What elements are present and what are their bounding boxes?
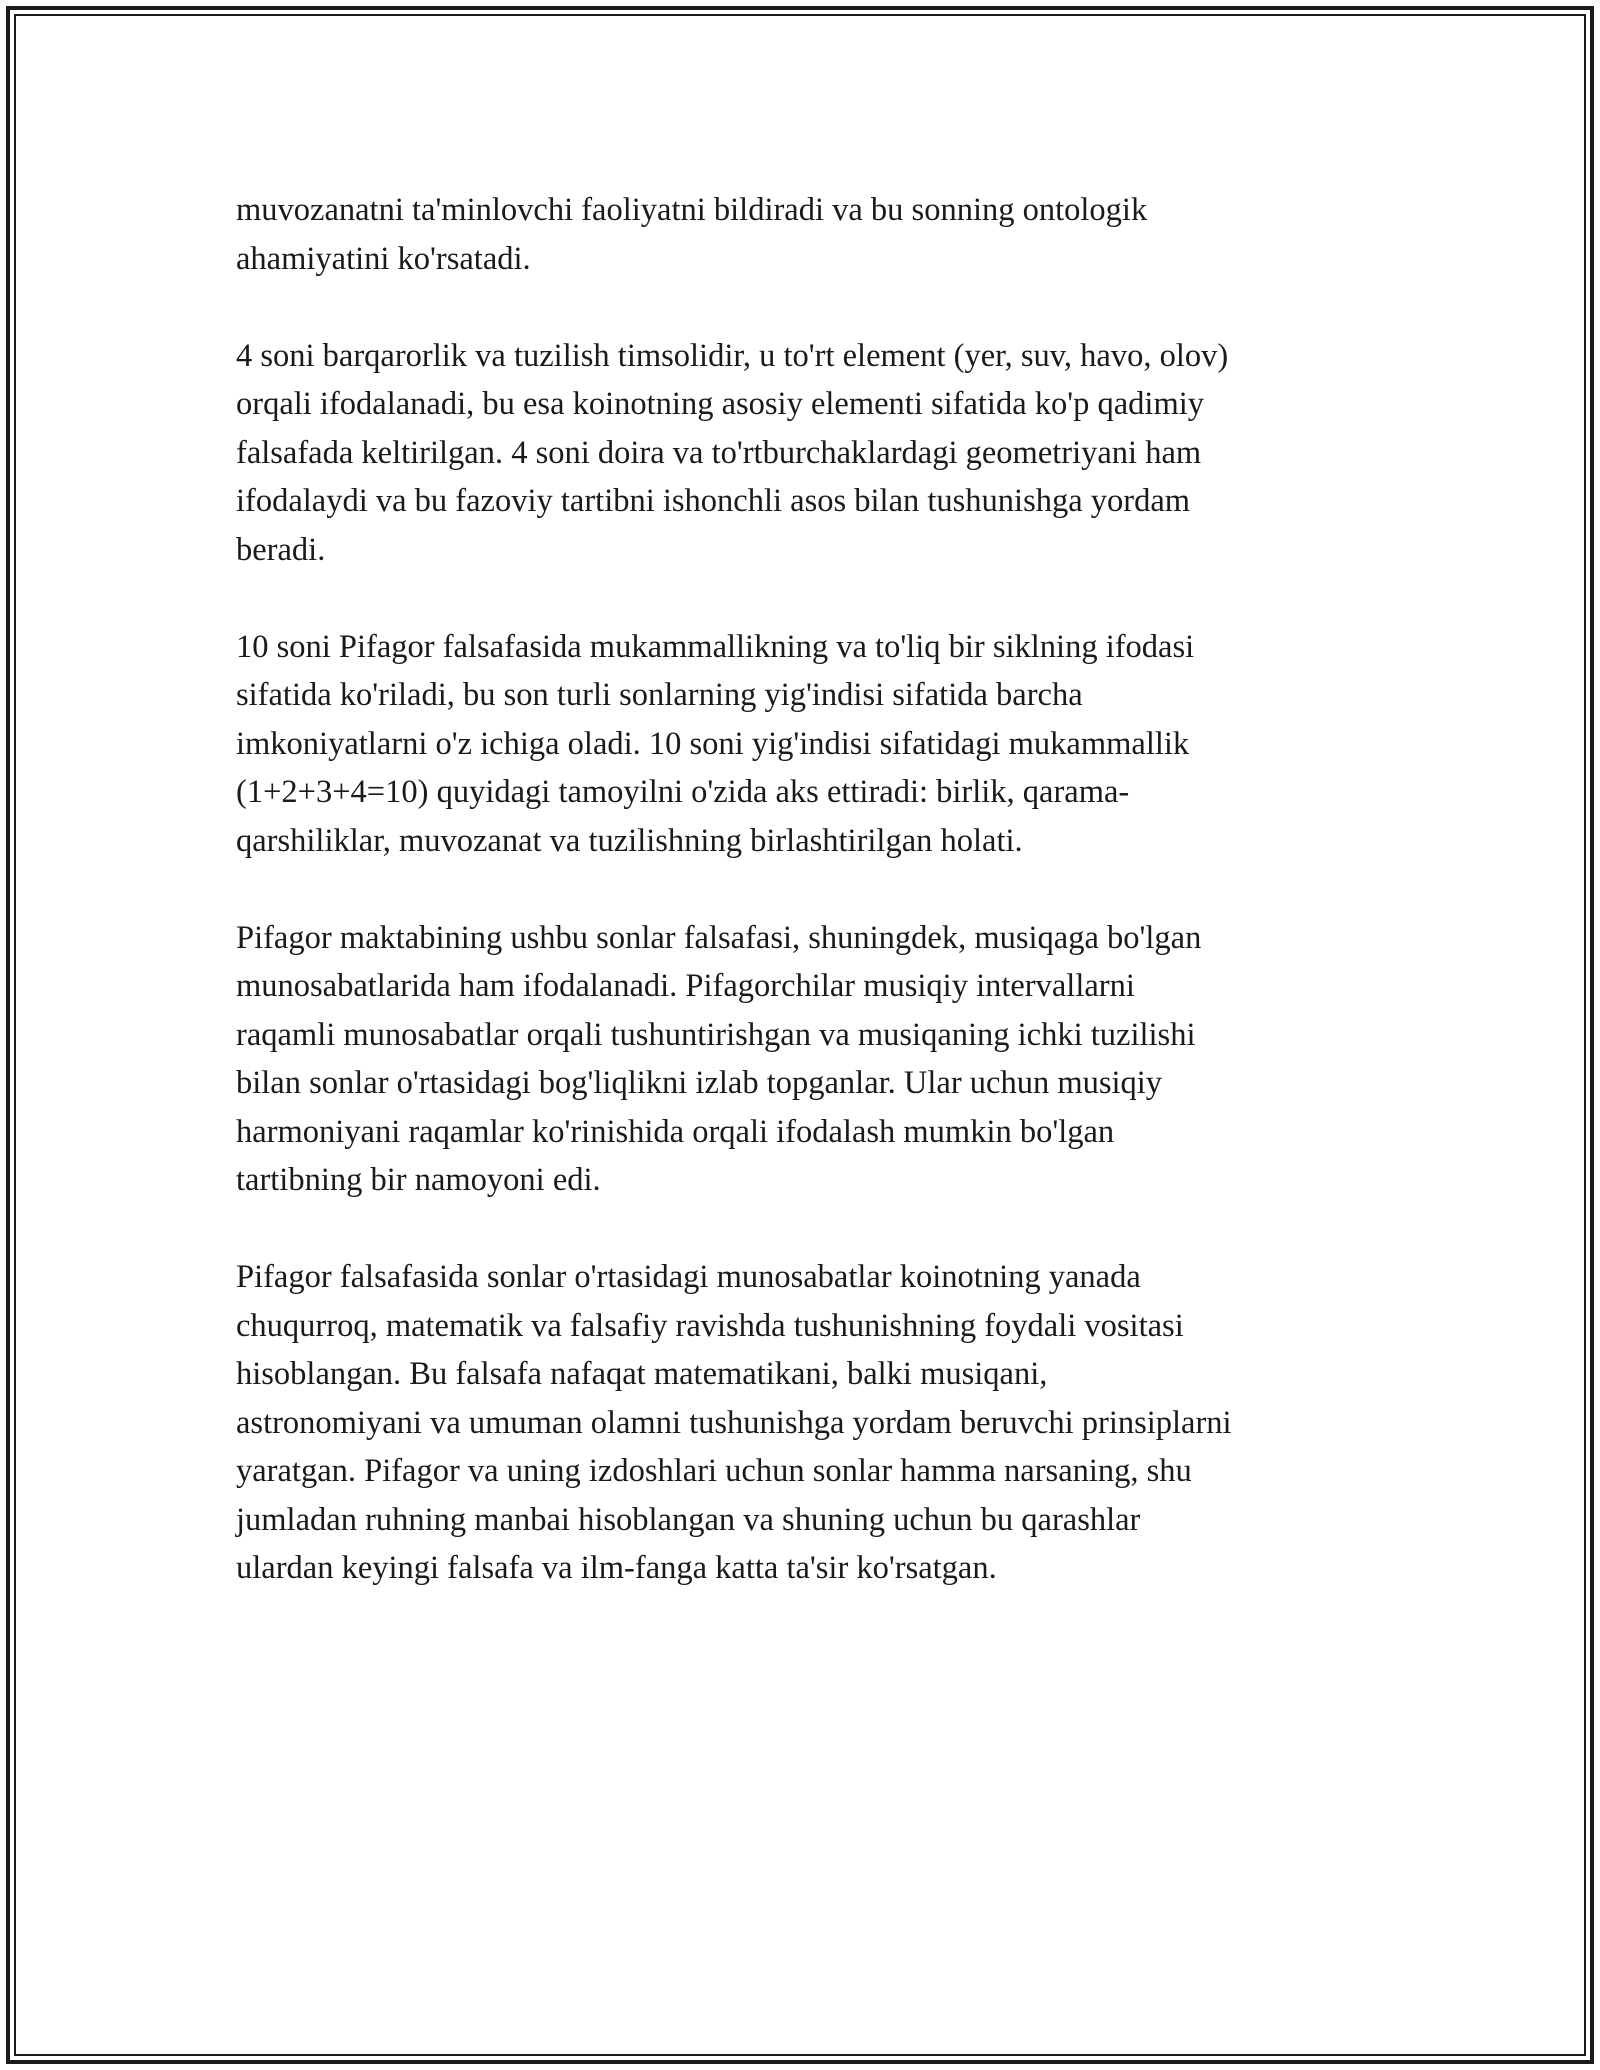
paragraph-1: muvozanatni ta'minlovchi faoliyatni bildiradi va bu sonning ontologik ahamiyatini ko'rsatadi. <box>236 192 1148 277</box>
paragraph-5: Pifagor falsafasida sonlar o'rtasidagi munosabatlar koinotning yanada chuqurroq, matematik va falsafiy ravishda tushunishning foydali vositasi hisoblangan. Bu falsafa nafaqat matematikani, balki musiqani, astronomiyani va umuman olamni tushunishga yordam beruvchi prinsiplarni yaratgan. Pifagor va uning izdoshlari uchun sonlar hamma narsaning, shu jumladan ruhning manbai hisoblangan va shuning uchun bu qarashlar ulardan keyingi falsafa va ilm-fanga katta ta'sir ko'rsatgan. <box>236 1259 1232 1586</box>
paragraph-3: 10 soni Pifagor falsafasida mukammallikning va to'liq bir siklning ifodasi sifatida ko'riladi, bu son turli sonlarning yig'indisi sifatida barcha imkoniyatlarni o'z ichiga oladi. 10 soni yig'indisi sifatidagi mukammallik (1+2+3+4=10) quyidagi tamoyilni o'zida aks ettiradi: birlik, qarama- qarshiliklar, muvozanat va tuzilishning birlashtirilgan holati. <box>236 628 1195 859</box>
paragraph-4: Pifagor maktabining ushbu sonlar falsafasi, shuningdek, musiqaga bo'lgan munosabatlarida ham ifodalanadi. Pifagorchilar musiqiy intervallarni raqamli munosabatlar orqali tushuntirishgan va musiqaning ichki tuzilishi bilan sonlar o'rtasidagi bog'liqlikni izlab topganlar. Ular uchun musiqiy harmoniyani raqamlar ko'rinishida orqali ifodalash mumkin bo'lgan tartibning bir namoyoni edi. <box>236 919 1202 1198</box>
document-body <box>236 186 1376 1641</box>
paragraph-2: 4 soni barqarorlik va tuzilish timsolidir, u to'rt element (yer, suv, havo, olov) orqali ifodalanadi, bu esa koinotning asosiy elementi sifatida ko'p qadimiy falsafada keltirilgan. 4 soni doira va to'rtburchaklardagi geometriyani ham ifodalaydi va bu fazoviy tartibni ishonchli asos bilan tushunishga yordam beradi. <box>236 337 1229 568</box>
